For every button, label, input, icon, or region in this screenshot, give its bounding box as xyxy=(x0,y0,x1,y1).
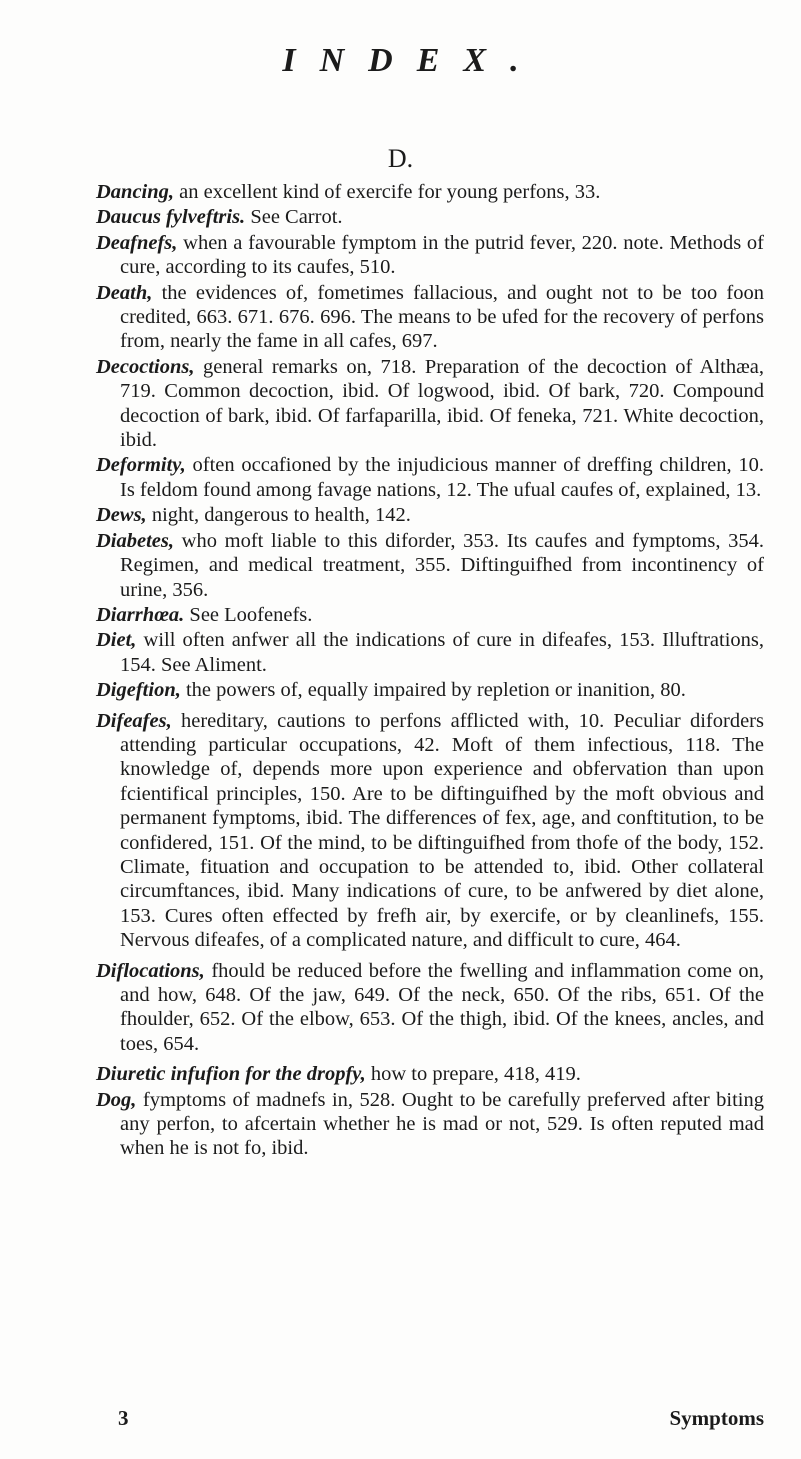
entry-text: an excellent kind of exercife for young perfons, 33. xyxy=(174,181,601,203)
entry-heading: Digeftion, xyxy=(96,679,181,702)
catchword: Symptoms xyxy=(669,1406,764,1430)
index-entry xyxy=(96,709,764,953)
entry-heading: Difeafes, xyxy=(96,709,172,732)
index-entry xyxy=(96,603,764,627)
entry-heading: Diet, xyxy=(96,629,137,652)
entry-text: See Carrot. xyxy=(245,206,343,229)
signature-mark: 3 xyxy=(118,1406,129,1430)
index-entry xyxy=(96,355,764,453)
entry-text: See Loofenefs. xyxy=(184,603,313,626)
entry-text: the evidences of, fometimes fallacious, and ought not to be too foon credited, 663. 671. 676. 696. The means to be ufed for the recovery of perfons from, nearly the fame in all cafes, 697. xyxy=(120,281,764,353)
index-entry xyxy=(96,628,764,677)
entry-heading: Death, xyxy=(96,281,153,304)
entry-text: the powers of, equally impaired by repletion or inanition, 80. xyxy=(180,679,686,702)
page-footer xyxy=(96,1406,764,1434)
index-entries xyxy=(96,180,764,1162)
entry-text: who moft liable to this diforder, 353. Its caufes and fymptoms, 354. Regimen, and medical treatment, 355. Diftinguifhed from incontinency of urine, 356. xyxy=(120,529,764,601)
entry-text: how to prepare, 418, 419. xyxy=(365,1063,581,1086)
index-entry xyxy=(96,503,764,527)
entry-text: hereditary, cautions to perfons afflicted with, 10. Peculiar diforders attending particular occupations, 42. Moft of them infectious, 118. The knowledge of, depends more upon experience and obfervation than upon fcientifical principles, 150. Are to be diftinguifhed by the moft obvious and permanent fymptoms, ibid. The differences of fex, age, and conftitution, to be confidered, 151. Of the mind, to be diftinguifhed from thofe of the body, 152. Climate, fituation and occupation to be attended to, ibid. Other collateral circumftances, ibid. Many indications of cure, to be anfwered by diet alone, 153. Cures often effected by frefh air, by exercife, or by cleanlinefs, 155. Nervous difeafes, of a complicated nature, and difficult to cure, 464. xyxy=(120,709,764,952)
index-entry xyxy=(96,1062,764,1086)
index-entry xyxy=(96,205,764,229)
entry-heading: Deformity, xyxy=(96,454,186,477)
index-entry xyxy=(96,529,764,602)
entry-heading: Daucus fylveftris. xyxy=(96,206,246,229)
running-head: INDEX. xyxy=(282,42,543,79)
entry-heading: Diarrhœa. xyxy=(96,603,185,626)
entry-heading: Dancing, xyxy=(96,181,175,203)
entry-heading: Deafnefs, xyxy=(96,231,178,254)
entry-text: will often anfwer all the indications of cure in difeafes, 153. Illuftrations, 154. See Aliment. xyxy=(120,629,764,676)
entry-heading: Dog, xyxy=(96,1088,137,1111)
section-letter: D. xyxy=(387,144,414,173)
index-entry xyxy=(96,180,764,204)
index-entry xyxy=(96,281,764,354)
entry-heading: Diabetes, xyxy=(96,529,174,552)
entry-heading: Dews, xyxy=(96,504,147,527)
entry-heading: Diflocations, xyxy=(96,959,205,982)
entry-text: often occafioned by the injudicious manner of dreffing children, 10. Is feldom found among favage nations, 12. The ufual caufes of, explained, 13. xyxy=(120,454,764,501)
index-entry xyxy=(96,678,764,702)
entry-text: fhould be reduced before the fwelling and inflammation come on, and how, 648. Of the jaw, 649. Of the neck, 650. Of the ribs, 651. Of the fhoulder, 652. Of the elbow, 653. Of the thigh, ibid. Of the knees, ancles, and toes, 654. xyxy=(120,959,764,1055)
entry-text: when a favourable fymptom in the putrid fever, 220. note. Methods of cure, according to its caufes, 510. xyxy=(120,231,764,279)
entry-heading: Decoctions, xyxy=(96,355,195,378)
entry-text: night, dangerous to health, 142. xyxy=(146,504,411,527)
index-entry xyxy=(96,1088,764,1161)
entry-text: general remarks on, 718. Preparation of the decoction of Althæa, 719. Common decoction, ibid. Of logwood, ibid. Of bark, 720. Compound decoction of bark, ibid. Of farfaparilla, ibid. Of feneka, 721. White decoction, ibid. xyxy=(120,355,764,452)
entry-heading: Diuretic infufion for the dropfy, xyxy=(96,1063,366,1086)
index-entry xyxy=(96,453,764,502)
index-entry xyxy=(96,231,764,280)
entry-text: fymptoms of madnefs in, 528. Ought to be carefully preferved after biting any perfon, to afcertain whether he is mad or not, 529. Is often reputed mad when he is not fo, ibid. xyxy=(120,1088,764,1160)
index-entry xyxy=(96,959,764,1057)
